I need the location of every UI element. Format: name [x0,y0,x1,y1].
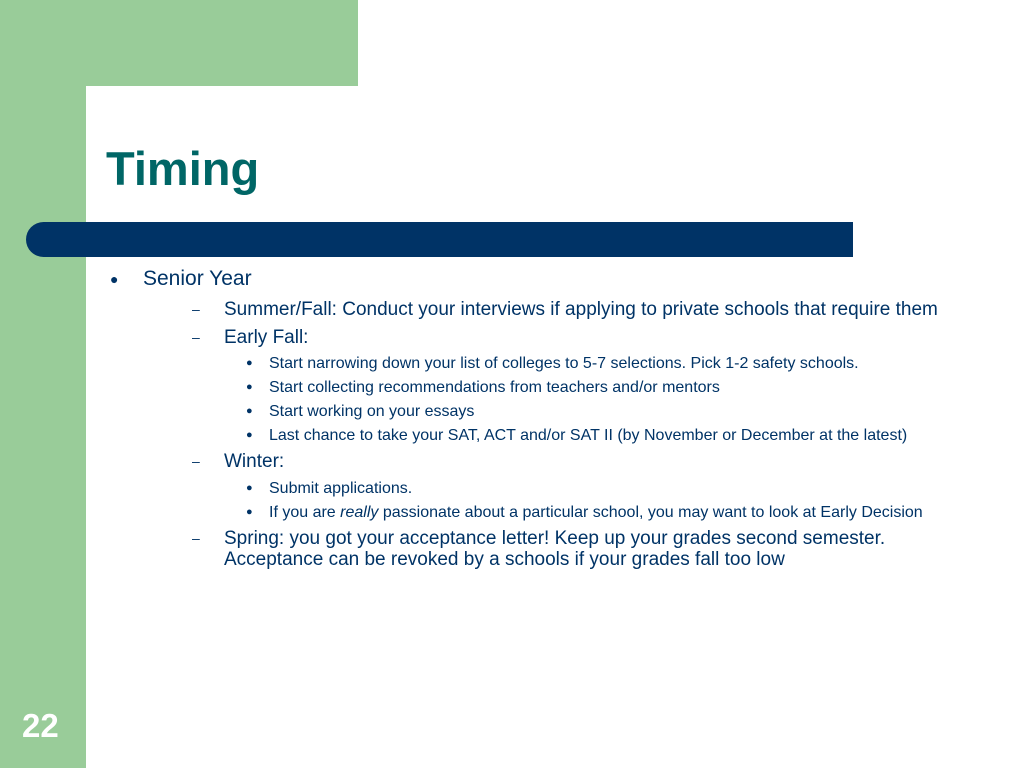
sub-bullet-early-fall [143,327,946,446]
bullet-list [106,266,946,571]
sub-bullet-text: Early Fall: [224,326,309,348]
sub-sub-bullet [143,354,946,373]
bullet-dot-icon: ● [246,481,253,494]
sub-sub-bullet-text: Last chance to take your SAT, ACT and/or SAT II (by November or December at the latest) [269,427,908,444]
sub-sub-bullet [143,479,946,498]
sub-bullet-text: Winter: [224,451,285,472]
sub-bullet-summer-fall [143,299,946,321]
emphasis-text: really [340,503,379,521]
sub-bullet-spring [143,528,946,571]
sub-bullet-winter [143,451,946,522]
bullet-dot-icon: ● [246,429,253,441]
sub-bullet-text: Spring: you got your acceptance letter! Keep up your grades second semester. Acceptance can be revoked by a schools if your grades fall too low [224,527,886,570]
bullet-dot-icon: ● [246,381,253,393]
slide-body [106,266,946,577]
sub-bullet-text: Summer/Fall: Conduct your interviews if applying to private schools that require them [224,299,938,320]
sub-sub-bullet [143,503,946,522]
title-underline-bar [26,222,853,257]
dash-icon: – [192,529,200,546]
dash-icon: – [192,301,200,317]
bullet-text: Senior Year [143,267,252,290]
sub-sub-bullet-list [143,479,946,522]
slide-number: 22 [22,707,59,744]
sub-sub-bullet-text: Submit applications. [269,479,413,497]
sub-sub-bullet-text-before: If you are [269,503,341,521]
sub-sub-bullet-text-after: passionate about a particular school, you may want to look at Early Decision [378,503,923,521]
dash-icon: – [192,453,200,469]
sub-sub-bullet [143,378,946,397]
bullet-dot-icon: ● [246,357,253,369]
slide-title: Timing [106,142,260,195]
sub-sub-bullet [143,426,946,445]
bullet-dot-icon: ● [110,271,119,287]
bullet-senior-year [106,266,946,571]
sub-sub-bullet-text: Start narrowing down your list of colleges to 5-7 selections. Pick 1-2 safety schools. [269,355,859,372]
sub-bullet-list [143,299,946,571]
dash-icon: – [192,328,200,345]
sub-sub-bullet-list [143,354,946,445]
bullet-dot-icon: ● [246,405,253,417]
sub-sub-bullet-text: Start working on your essays [269,403,475,420]
top-panel [0,0,358,86]
sub-sub-bullet [143,402,946,421]
sub-sub-bullet-text: Start collecting recommendations from teachers and/or mentors [269,379,720,396]
side-panel [0,0,86,768]
bullet-dot-icon: ● [246,505,253,518]
